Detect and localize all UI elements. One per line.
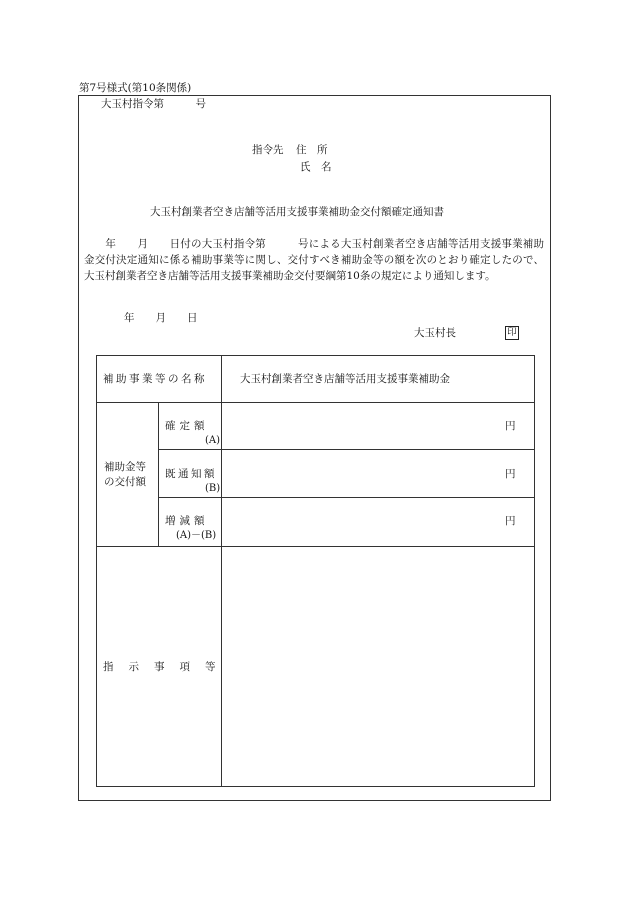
grant-group-label: 補助金等 — [104, 461, 146, 473]
document-title: 大玉村創業者空き店舗等活用支援事業補助金交付額確定通知書 — [150, 206, 444, 218]
notice-body: 年 月 日付の大玉村指令第 号による大玉村創業者空き店舗等活用支援事業補助金交付決定通知に係る補助事業等に関し、交付すべき補助金等の額を次のとおり確定したので、大玉村創業者空き店舗等活用支援事業補助金交付要綱第10条の規定により通知します。 — [84, 238, 544, 282]
notified-amount-sub: (B) — [205, 483, 221, 494]
notified-amount-unit: 円 — [505, 468, 516, 480]
grant-group-label-2: の交付額 — [104, 476, 146, 488]
reference-number: 大玉村指令第 号 — [101, 98, 206, 110]
recipient-name-label: 氏 名 — [300, 161, 332, 173]
seal-mark: 印 — [505, 326, 519, 340]
difference-amount-label: 増減額 — [165, 515, 209, 527]
recipient-label: 指令先 — [252, 144, 284, 156]
form-number: 第7号様式(第10条関係) — [79, 82, 192, 94]
difference-amount-unit: 円 — [505, 515, 516, 527]
difference-amount-sub: (A)－(B) — [176, 530, 217, 541]
notified-amount-label: 既通知額 — [165, 468, 217, 480]
date-line: 年 月 日 — [124, 312, 198, 324]
mayor-title: 大玉村長 — [414, 327, 456, 339]
confirmed-amount-sub: (A) — [205, 435, 221, 446]
confirmed-amount-unit: 円 — [505, 420, 516, 432]
recipient-address-label: 住 所 — [296, 144, 328, 156]
project-name-value: 大玉村創業者空き店舗等活用支援事業補助金 — [240, 373, 450, 385]
project-name-label: 補助事業等の名称 — [103, 373, 207, 385]
confirmed-amount-label: 確定額 — [165, 420, 209, 432]
instructions-label: 指示事項等 — [103, 661, 231, 673]
